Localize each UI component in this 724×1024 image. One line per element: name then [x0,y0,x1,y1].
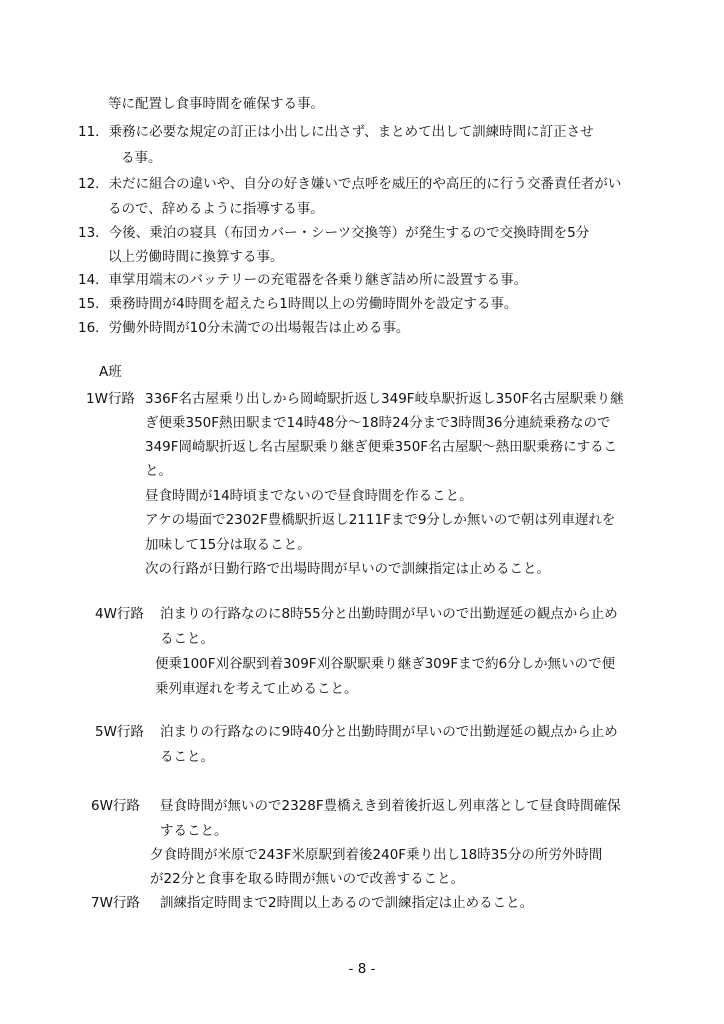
route-label: 7W行路 [91,895,140,911]
route-label: 6W行路 [91,798,140,814]
route-text-line: ること。 [160,749,214,765]
route-label: 1W行路 [86,391,135,407]
route-text-line: ること。 [160,631,214,647]
item-11-line-2: る事。 [121,150,162,166]
route-text-line: 泊まりの行路なのに8時55分と出勤時間が早いので出勤遅延の観点から止め [160,606,618,622]
route-text-line: 乗列車遅れを考えて止めること。 [155,681,358,697]
route-text-line: 昼食時間が14時頃までないので昼食時間を作ること。 [145,488,473,504]
route-text-line: が22分と食事を取る時間が無いので改善すること。 [150,871,465,887]
route-text-line: アケの場面で2302F豊橋駅折返し2111Fまで9分しか無いので朝は列車遅れを [145,512,616,528]
group-heading: A班 [99,364,122,380]
route-text-line: 336F名古屋乗り出しから岡崎駅折返し349F岐阜駅折返し350F名古屋駅乗り継 [145,391,624,407]
item-16: 16．労働外時間が10分未満での出場報告は止める事。 [78,320,410,336]
route-text-line: 夕食時間が米原で243F米原駅到着後240F乗り出し18時35分の所労外時間 [150,847,603,863]
item-12-line-2: るので、辞めるように指導する事。 [108,201,324,217]
route-text-line: 昼食時間が無いので2328F豊橋えき到着後折返し列車落として昼食時間確保 [160,798,621,814]
item-12-line-1: 12．未だに組合の違いや、自分の好き嫌いで点呼を威圧的や高圧的に行う交番責任者がい [78,176,622,192]
route-text-line: と。 [145,463,172,479]
route-text-line: 泊まりの行路なのに9時40分と出勤時間が早いので出勤遅延の観点から止め [160,724,618,740]
item-15: 15．乗務時間が4時間を超えたら1時間以上の労働時間外を設定する事。 [78,296,518,312]
item-10-continuation: 等に配置し食事時間を確保する事。 [108,96,324,112]
route-label: 4W行路 [95,606,144,622]
route-label: 5W行路 [95,724,144,740]
page-number: - 8 - [348,961,376,977]
item-13-line-1: 13．今後、乗泊の寝具（布団カバー・シーツ交換等）が発生するので交換時間を5分 [78,225,590,241]
item-13-line-2: 以上労働時間に換算する事。 [108,249,284,265]
route-text-line: 便乗100F刈谷駅到着309F刈谷駅駅乗り継ぎ309Fまで約6分しか無いので便 [155,656,616,672]
route-text-line: 349F岡崎駅折返し名古屋駅乗り継ぎ便乗350F名古屋駅～熱田駅乗務にするこ [145,439,618,455]
route-text-line: 加味して15分は取ること。 [145,537,311,553]
route-text-line: 訓練指定時間まで2時間以上あるので訓練指定は止めること。 [160,895,534,911]
route-text-line: ぎ便乗350F熱田駅まで14時48分～18時24分まで3時間36分連続乗務なので [145,415,611,431]
route-text-line: すること。 [160,823,228,839]
route-text-line: 次の行路が日勤行路で出場時間が早いので訓練指定は止めること。 [145,561,550,577]
item-14: 14．車掌用端末のバッテリーの充電器を各乗り継ぎ詰め所に設置する事。 [78,272,528,288]
item-11-line-1: 11．乗務に必要な規定の訂正は小出しに出さず、まとめて出して訓練時間に訂正させ [78,124,594,140]
